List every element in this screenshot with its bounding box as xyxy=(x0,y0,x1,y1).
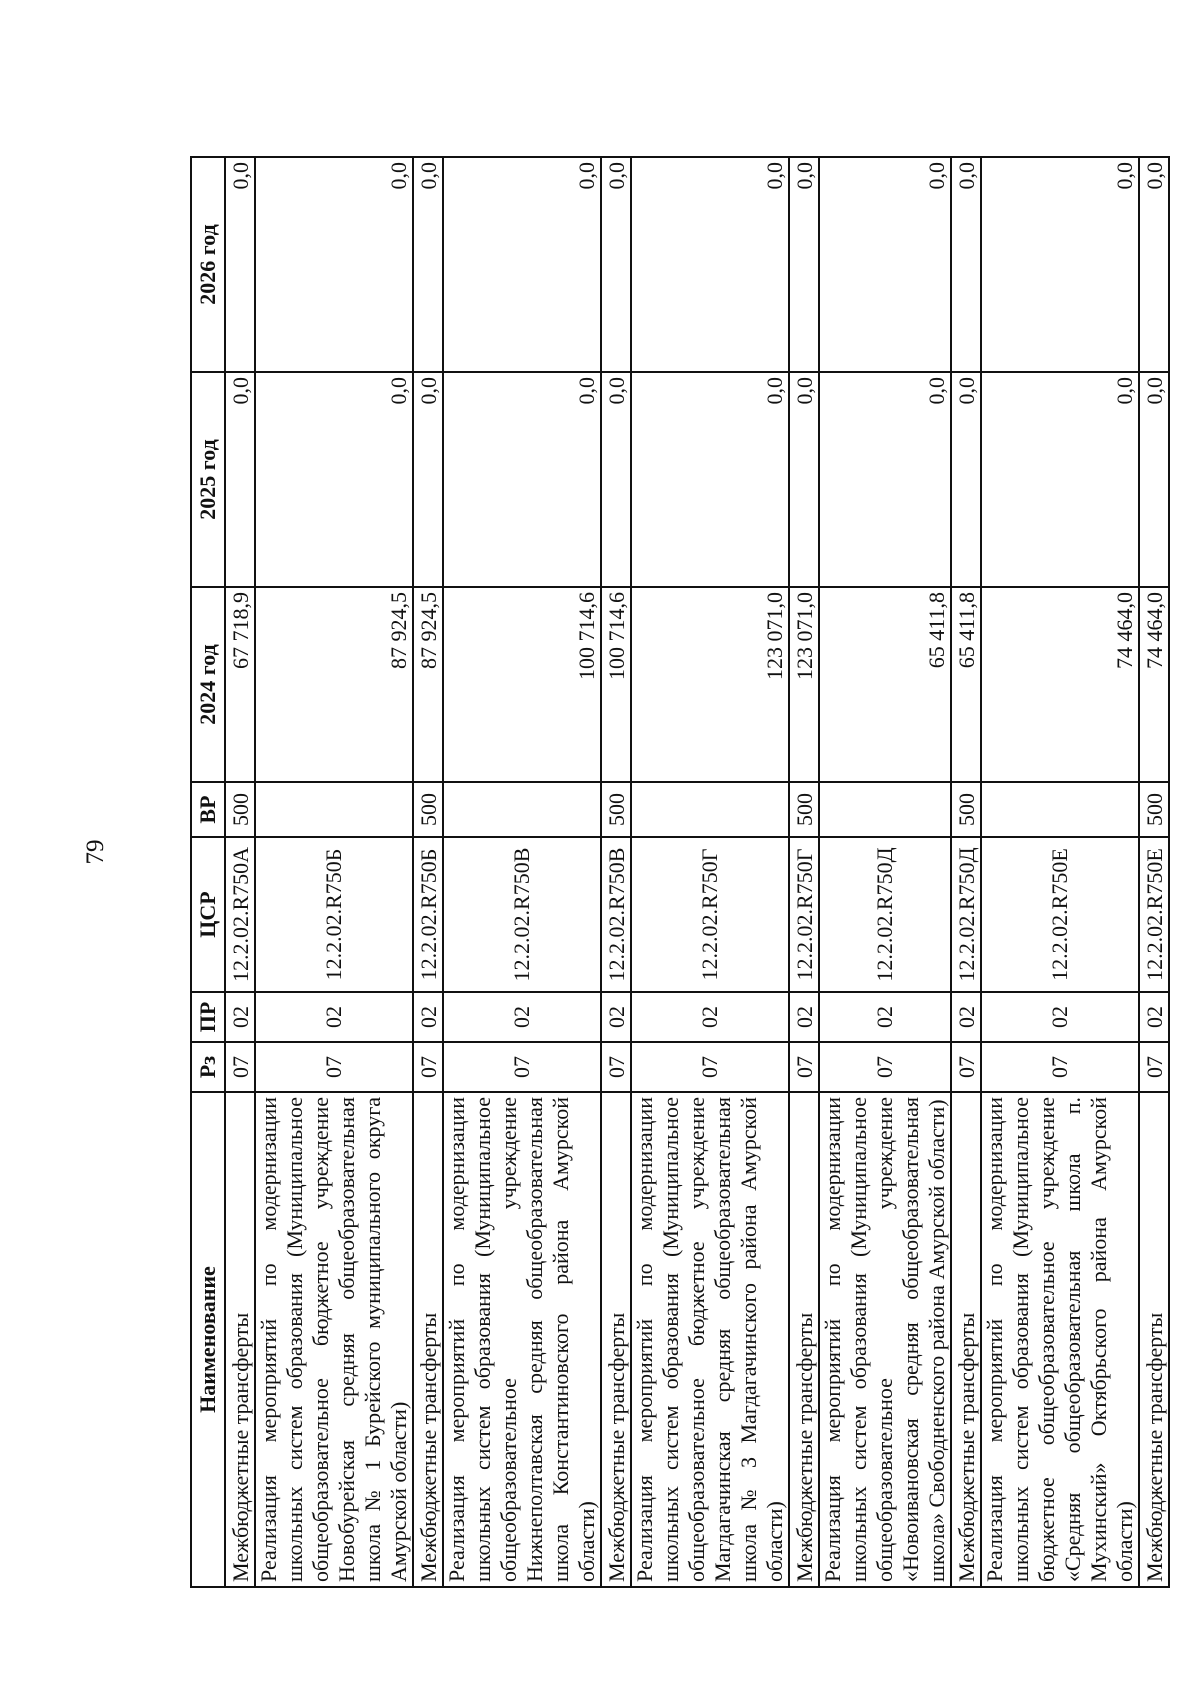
cell-pr: 02 xyxy=(981,992,1139,1042)
budget-table xyxy=(190,156,1170,1588)
cell-2025: 0,0 xyxy=(601,372,631,587)
cell-2024: 65 411,8 xyxy=(951,587,981,782)
header-row xyxy=(191,157,225,1587)
cell-rz: 07 xyxy=(601,1042,631,1092)
cell-2025: 0,0 xyxy=(443,372,601,587)
cell-vr xyxy=(255,782,413,837)
cell-2025: 0,0 xyxy=(789,372,819,587)
table-row xyxy=(981,157,1139,1587)
cell-2024: 123 071,0 xyxy=(631,587,789,782)
cell-2026: 0,0 xyxy=(631,157,789,372)
header-csr: ЦСР xyxy=(191,837,225,992)
table-row xyxy=(1139,157,1169,1587)
cell-pr: 02 xyxy=(255,992,413,1042)
cell-vr: 500 xyxy=(601,782,631,837)
cell-vr xyxy=(819,782,951,837)
cell-vr xyxy=(981,782,1139,837)
cell-pr: 02 xyxy=(951,992,981,1042)
page-number: 79 xyxy=(82,839,109,865)
cell-2026: 0,0 xyxy=(981,157,1139,372)
cell-vr xyxy=(631,782,789,837)
cell-csr: 12.2.02.R750Б xyxy=(255,837,413,992)
cell-2025: 0,0 xyxy=(951,372,981,587)
cell-2024: 87 924,5 xyxy=(413,587,443,782)
cell-csr: 12.2.02.R750Д xyxy=(951,837,981,992)
table-row xyxy=(631,157,789,1587)
cell-2025: 0,0 xyxy=(255,372,413,587)
cell-2025: 0,0 xyxy=(1139,372,1169,587)
cell-2026: 0,0 xyxy=(225,157,255,372)
cell-2026: 0,0 xyxy=(443,157,601,372)
cell-pr: 02 xyxy=(1139,992,1169,1042)
table-row xyxy=(255,157,413,1587)
cell-2024: 100 714,6 xyxy=(601,587,631,782)
table-row xyxy=(443,157,601,1587)
cell-csr: 12.2.02.R750Б xyxy=(413,837,443,992)
table-row xyxy=(789,157,819,1587)
cell-name: Межбюджетные трансферты xyxy=(413,1092,443,1587)
cell-vr xyxy=(443,782,601,837)
cell-csr: 12.2.02.R750В xyxy=(443,837,601,992)
cell-pr: 02 xyxy=(601,992,631,1042)
table-body xyxy=(225,157,1169,1587)
cell-2026: 0,0 xyxy=(789,157,819,372)
header-vr: ВР xyxy=(191,782,225,837)
cell-pr: 02 xyxy=(443,992,601,1042)
table-row xyxy=(225,157,255,1587)
cell-pr: 02 xyxy=(225,992,255,1042)
header-rz: Рз xyxy=(191,1042,225,1092)
cell-2024: 123 071,0 xyxy=(789,587,819,782)
cell-rz: 07 xyxy=(631,1042,789,1092)
table-row xyxy=(601,157,631,1587)
cell-csr: 12.2.02.R750Г xyxy=(631,837,789,992)
cell-name: Межбюджетные трансферты xyxy=(225,1092,255,1587)
cell-2024: 100 714,6 xyxy=(443,587,601,782)
budget-table-container xyxy=(190,158,1167,1588)
header-2026: 2026 год xyxy=(191,157,225,372)
header-2024: 2024 год xyxy=(191,587,225,782)
cell-rz: 07 xyxy=(951,1042,981,1092)
cell-2024: 87 924,5 xyxy=(255,587,413,782)
cell-rz: 07 xyxy=(413,1042,443,1092)
cell-pr: 02 xyxy=(819,992,951,1042)
cell-vr: 500 xyxy=(1139,782,1169,837)
cell-csr: 12.2.02.R750Е xyxy=(1139,837,1169,992)
cell-vr: 500 xyxy=(789,782,819,837)
cell-name: Реализация мероприятий по модернизации школьных систем образования (Муниципальное общеобразовательное учреждение «Новоивановская средняя общеобразовательная школа» Свободненского района Амурской области) xyxy=(819,1092,951,1587)
cell-pr: 02 xyxy=(631,992,789,1042)
cell-rz: 07 xyxy=(789,1042,819,1092)
cell-csr: 12.2.02.R750А xyxy=(225,837,255,992)
cell-2025: 0,0 xyxy=(225,372,255,587)
cell-2026: 0,0 xyxy=(413,157,443,372)
table-row xyxy=(819,157,951,1587)
cell-rz: 07 xyxy=(981,1042,1139,1092)
cell-2024: 65 411,8 xyxy=(819,587,951,782)
cell-2024: 67 718,9 xyxy=(225,587,255,782)
cell-vr: 500 xyxy=(225,782,255,837)
cell-2026: 0,0 xyxy=(819,157,951,372)
cell-rz: 07 xyxy=(819,1042,951,1092)
cell-2026: 0,0 xyxy=(1139,157,1169,372)
cell-rz: 07 xyxy=(225,1042,255,1092)
cell-csr: 12.2.02.R750В xyxy=(601,837,631,992)
table-row xyxy=(951,157,981,1587)
cell-2024: 74 464,0 xyxy=(1139,587,1169,782)
cell-csr: 12.2.02.R750Е xyxy=(981,837,1139,992)
header-name: Наименование xyxy=(191,1092,225,1587)
cell-2026: 0,0 xyxy=(255,157,413,372)
cell-name: Реализация мероприятий по модернизации школьных систем образования (Муниципальное бюджетное общеобразовательное учреждение «Средняя общеобразовательная школа п. Мухинский» Октябрьского района Амурской области) xyxy=(981,1092,1139,1587)
cell-rz: 07 xyxy=(255,1042,413,1092)
cell-name: Межбюджетные трансферты xyxy=(951,1092,981,1587)
cell-name: Реализация мероприятий по модернизации школьных систем образования (Муниципальное общеобразовательное учреждение Нижнеполтавская средняя общеобразовательная школа Константиновского района Амурской области) xyxy=(443,1092,601,1587)
cell-csr: 12.2.02.R750Г xyxy=(789,837,819,992)
table-header xyxy=(191,157,225,1587)
cell-rz: 07 xyxy=(443,1042,601,1092)
cell-name: Реализация мероприятий по модернизации школьных систем образования (Муниципальное общеобразовательное бюджетное учреждение Магдагачинская средняя общеобразовательная школа № 3 Магдагачинского района Амурской области) xyxy=(631,1092,789,1587)
cell-2025: 0,0 xyxy=(631,372,789,587)
cell-vr: 500 xyxy=(413,782,443,837)
header-pr: ПР xyxy=(191,992,225,1042)
cell-name: Межбюджетные трансферты xyxy=(601,1092,631,1587)
cell-2025: 0,0 xyxy=(981,372,1139,587)
cell-2025: 0,0 xyxy=(413,372,443,587)
cell-2024: 74 464,0 xyxy=(981,587,1139,782)
cell-name: Реализация мероприятий по модернизации школьных систем образования (Муниципальное общеобразовательное бюджетное учреждение Новобурейская средняя общеобразовательная школа № 1 Бурейского муниципального округа Амурской области) xyxy=(255,1092,413,1587)
cell-2025: 0,0 xyxy=(819,372,951,587)
cell-vr: 500 xyxy=(951,782,981,837)
cell-name: Межбюджетные трансферты xyxy=(789,1092,819,1587)
cell-pr: 02 xyxy=(413,992,443,1042)
cell-rz: 07 xyxy=(1139,1042,1169,1092)
cell-name: Межбюджетные трансферты xyxy=(1139,1092,1169,1587)
cell-2026: 0,0 xyxy=(601,157,631,372)
cell-pr: 02 xyxy=(789,992,819,1042)
cell-csr: 12.2.02.R750Д xyxy=(819,837,951,992)
header-2025: 2025 год xyxy=(191,372,225,587)
table-row xyxy=(413,157,443,1587)
cell-2026: 0,0 xyxy=(951,157,981,372)
